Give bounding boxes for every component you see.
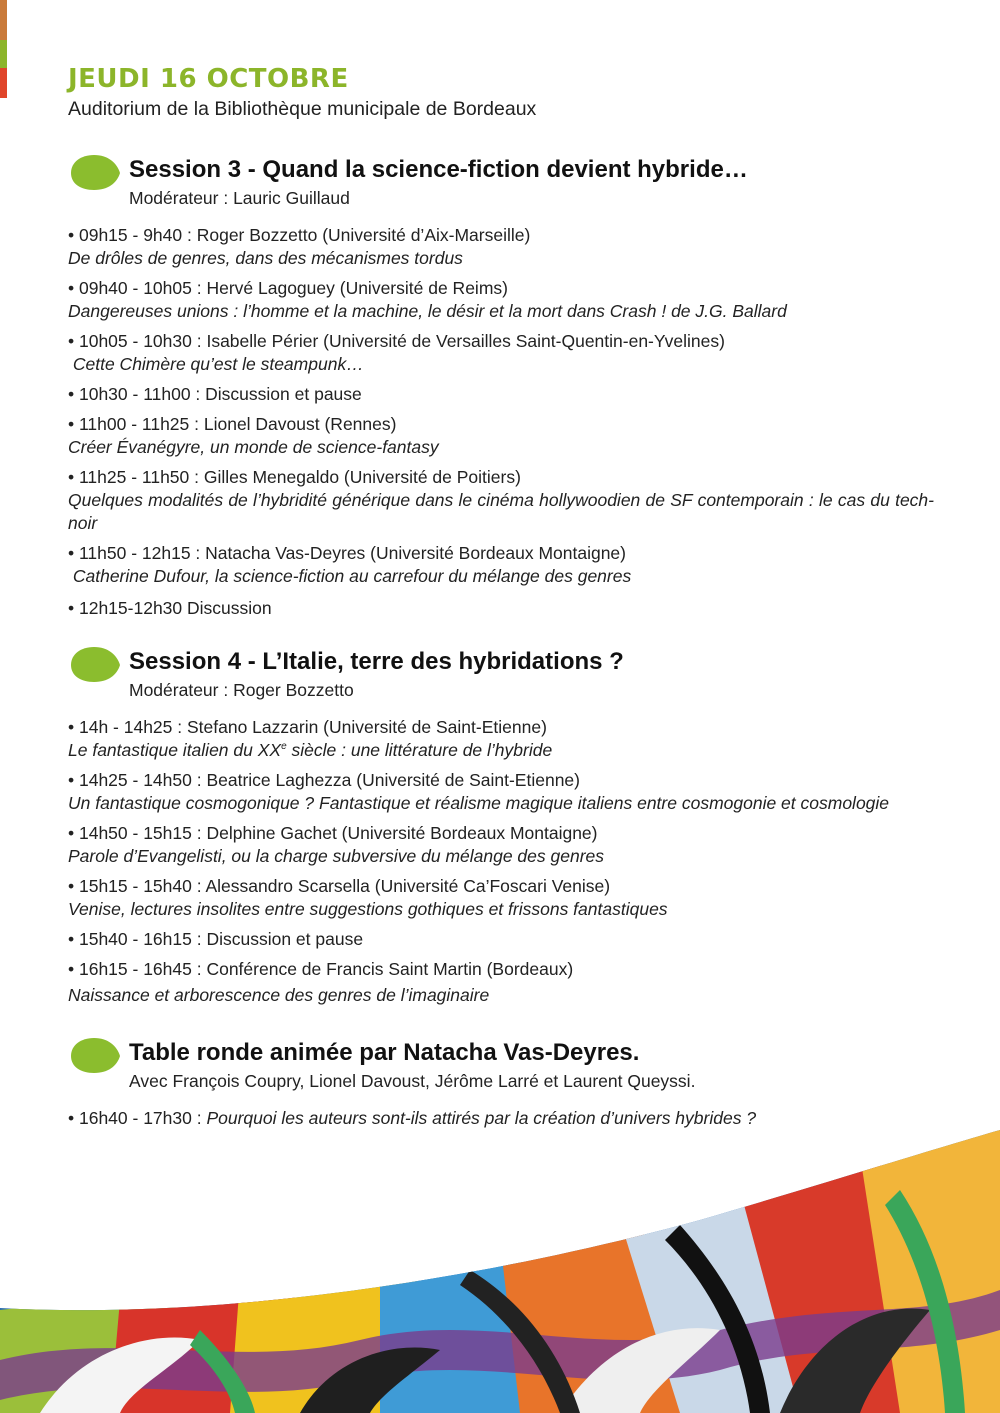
entry-time: • 15h40 - 16h15 : Discussion et pause bbox=[68, 929, 364, 949]
entry-time: • 14h50 - 15h15 : Delphine Gachet (Université Bordeaux Montaigne) bbox=[68, 823, 598, 843]
entry-talk: Un fantastique cosmogonique ? Fantastique et réalisme magique italiens entre cosmogonie et cosmologie bbox=[68, 793, 890, 813]
entry-talk bbox=[68, 739, 934, 762]
entry-talk: Parole d’Evangelisti, ou la charge subversive du mélange des genres bbox=[68, 846, 605, 866]
moderator: Modérateur : Lauric Guillaud bbox=[129, 188, 350, 208]
list-item bbox=[68, 958, 934, 1007]
entry-talk: Naissance et arborescence des genres de l’imaginaire bbox=[68, 985, 490, 1005]
leaf-icon bbox=[68, 154, 120, 191]
list-item bbox=[68, 383, 934, 406]
entry-time bbox=[68, 1107, 934, 1130]
entry-time: • 11h25 - 11h50 : Gilles Menegaldo (Université de Poitiers) bbox=[68, 467, 521, 487]
entry-time: • 09h40 - 10h05 : Hervé Lagoguey (Université de Reims) bbox=[68, 278, 508, 298]
entry-time: • 14h - 14h25 : Stefano Lazzarin (Université de Saint-Etienne) bbox=[68, 717, 547, 737]
session-title: Table ronde animée par Natacha Vas-Deyres. bbox=[129, 1039, 640, 1066]
entry-time: • 16h15 - 16h45 : Conférence de Francis Saint Martin (Bordeaux) bbox=[68, 959, 574, 979]
entry-time: • 15h15 - 15h40 : Alessandro Scarsella (Université Ca’Foscari Venise) bbox=[68, 876, 611, 896]
round-table bbox=[68, 1037, 934, 1093]
abstract-art bbox=[0, 1130, 1000, 1413]
list-item bbox=[68, 928, 934, 951]
leaf-icon bbox=[68, 646, 120, 683]
moderator: Modérateur : Roger Bozzetto bbox=[129, 680, 354, 700]
round-table-entries bbox=[68, 1107, 934, 1130]
entry-time: • 12h15-12h30 Discussion bbox=[68, 598, 272, 618]
left-color-strip bbox=[0, 0, 7, 98]
entry-time: • 09h15 - 9h40 : Roger Bozzetto (Université d’Aix-Marseille) bbox=[68, 225, 531, 245]
entry-talk: Quelques modalités de l’hybridité générique dans le cinéma hollywoodien de SF contemporain : le cas du tech-noir bbox=[68, 490, 934, 533]
venue: Auditorium de la Bibliothèque municipale de Bordeaux bbox=[68, 98, 537, 120]
entry-talk: De drôles de genres, dans des mécanismes tordus bbox=[68, 248, 463, 268]
talk-text: Le fantastique italien du XX bbox=[68, 740, 282, 760]
list-item bbox=[68, 330, 934, 376]
time-text: • 16h40 - 17h30 : bbox=[68, 1108, 207, 1128]
list-item bbox=[68, 466, 934, 535]
session-title: Session 4 - L’Italie, terre des hybridations ? bbox=[129, 648, 624, 675]
list-item bbox=[68, 875, 934, 921]
session-4-entries bbox=[68, 716, 934, 1007]
list-item bbox=[68, 769, 934, 815]
session-4 bbox=[68, 646, 934, 702]
leaf-icon bbox=[68, 1037, 120, 1074]
list-item bbox=[68, 716, 934, 762]
entry-time: • 11h00 - 11h25 : Lionel Davoust (Rennes) bbox=[68, 414, 397, 434]
participants: Avec François Coupry, Lionel Davoust, Jérôme Larré et Laurent Queyssi. bbox=[129, 1071, 696, 1091]
entry-talk: Cette Chimère qu’est le steampunk… bbox=[68, 354, 364, 374]
superscript: e bbox=[281, 741, 287, 753]
session-title: Session 3 - Quand la science-fiction devient hybride… bbox=[129, 156, 748, 183]
list-item bbox=[68, 542, 934, 588]
list-item bbox=[68, 597, 934, 620]
entry-talk: Catherine Dufour, la science-fiction au carrefour du mélange des genres bbox=[68, 566, 632, 586]
entry-time: • 10h05 - 10h30 : Isabelle Périer (Université de Versailles Saint-Quentin-en-Yvelines) bbox=[68, 331, 725, 351]
list-item bbox=[68, 224, 934, 270]
talk-text: siècle : une littérature de l’hybride bbox=[286, 740, 553, 760]
list-item bbox=[68, 1107, 934, 1130]
day-title: JEUDI 16 OCTOBRE bbox=[68, 64, 349, 94]
list-item bbox=[68, 277, 934, 323]
session-3-entries bbox=[68, 224, 934, 620]
entry-time: • 10h30 - 11h00 : Discussion et pause bbox=[68, 384, 362, 404]
entry-time: • 11h50 - 12h15 : Natacha Vas-Deyres (Université Bordeaux Montaigne) bbox=[68, 543, 626, 563]
entry-talk: Dangereuses unions : l’homme et la machine, le désir et la mort dans Crash ! de J.G. Ballard bbox=[68, 301, 787, 321]
session-3 bbox=[68, 154, 934, 210]
program-content bbox=[68, 62, 934, 1137]
entry-talk: Créer Évanégyre, un monde de science-fantasy bbox=[68, 437, 439, 457]
entry-talk: Venise, lectures insolites entre suggestions gothiques et frissons fantastiques bbox=[68, 899, 668, 919]
talk-text: Pourquoi les auteurs sont-ils attirés par la création d’univers hybrides ? bbox=[206, 1108, 757, 1128]
list-item bbox=[68, 413, 934, 459]
list-item bbox=[68, 822, 934, 868]
entry-time: • 14h25 - 14h50 : Beatrice Laghezza (Université de Saint-Etienne) bbox=[68, 770, 580, 790]
